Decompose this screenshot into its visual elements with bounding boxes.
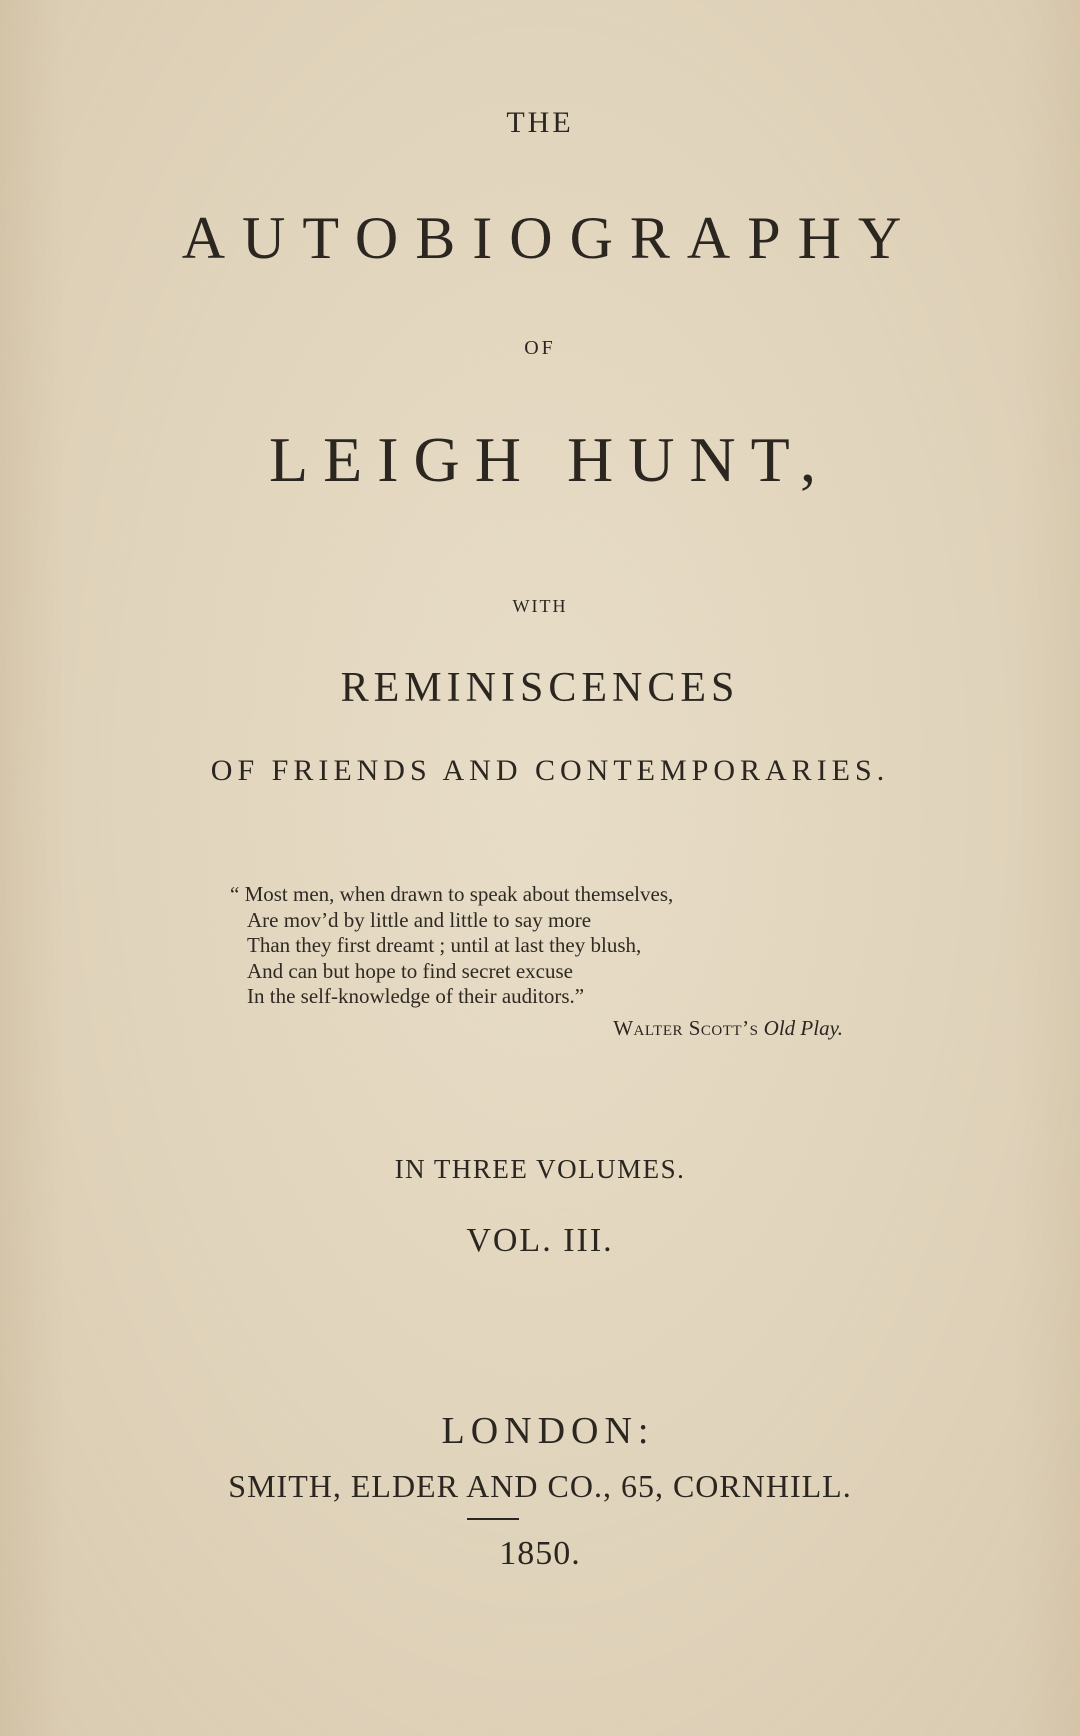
title-with: WITH [512,596,568,616]
epigraph-line: In the self-knowledge of their auditors.” [247,984,585,1008]
title-main: AUTOBIOGRAPHY [181,205,919,271]
imprint-city: LONDON: [441,1410,655,1452]
attribution-work: Old Play. [763,1016,843,1040]
attribution-author: Walter Scott’s [613,1016,759,1040]
author-name: LEIGH HUNT, [269,424,831,495]
epigraph-line: “ Most men, when drawn to speak about themselves, [230,882,674,906]
title-preposition: OF [524,337,556,359]
epigraph-line: And can but hope to find secret excuse [247,958,573,983]
epigraph-line: Than they first dreamt ; until at last they blush, [247,933,642,957]
volume-set: IN THREE VOLUMES. [394,1154,686,1184]
title-reminiscences: REMINISCENCES [340,665,740,711]
epigraph [230,882,850,1010]
imprint-publisher: SMITH, ELDER AND CO., 65, CORNHILL. [228,1468,852,1504]
epigraph-line: Are mov’d by little and little to say more [247,907,592,932]
subtitle: OF FRIENDS AND CONTEMPORARIES. [210,754,890,787]
imprint-rule [467,1518,519,1520]
title-article: THE [506,106,574,139]
imprint-year: 1850. [499,1535,581,1572]
volume-number: VOL. III. [466,1222,614,1259]
epigraph-attribution [0,1016,843,1041]
